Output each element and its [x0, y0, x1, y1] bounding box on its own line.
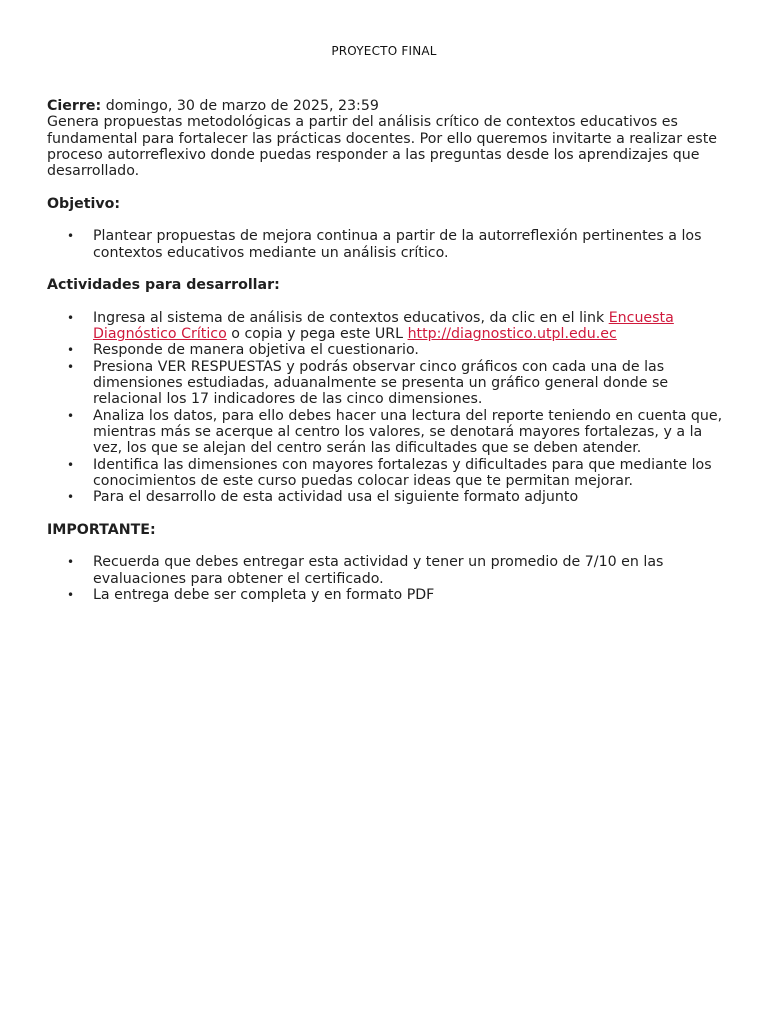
important-heading: IMPORTANTE: [47, 521, 156, 538]
list-item: • Presiona VER RESPUESTAS y podrás observar cinco gráficos con cada una de las dimensiones estudiadas, aduanalmente se presenta un gráfico general donde se relacional los 17 indicadores de las cinco dimensiones. [67, 358, 669, 408]
bullet-icon: • [67, 457, 75, 472]
diagnostic-url-link[interactable]: http://diagnostico.utpl.edu.ec [407, 326, 617, 343]
important-list [47, 554, 727, 603]
survey-link[interactable]: Encuesta Diagnóstico Crítico [93, 309, 674, 343]
objective-list [47, 228, 727, 261]
document-title: PROYECTO FINAL [331, 44, 437, 58]
list-item: • Ingresa al sistema de análisis de contextos educativos, da clic en el link Encuesta Diagnóstico Crítico o copia y pega este URL http://diagnostico.utpl.edu.ec [67, 309, 674, 343]
list-item: • Identifica las dimensiones con mayores fortalezas y dificultades para que mediante los conocimientos de este curso puedas colocar ideas que te permitan mejorar. [67, 456, 712, 489]
bullet-icon: • [67, 229, 75, 244]
bullet-icon: • [67, 359, 75, 374]
bullet-icon: • [67, 490, 75, 505]
intro-paragraph: Genera propuestas metodológicas a partir del análisis crítico de contextos educativos es fundamental para fortalecer las prácticas docentes. Por ello queremos invitarte a realizar este proceso autorreflexivo donde puedas responder a las preguntas desde los aprendizajes que desarrollado. [47, 114, 717, 180]
list-item: • Para el desarrollo de esta actividad usa el siguiente formato adjunto [67, 489, 579, 506]
objective-heading: Objetivo: [47, 195, 121, 212]
bullet-icon: • [67, 555, 75, 570]
list-item: • Recuerda que debes entregar esta actividad y tener un promedio de 7/10 en las evaluaciones para obtener el certificado. [67, 554, 664, 587]
list-item: • Responde de manera objetiva el cuestionario. [67, 342, 419, 359]
list-item: • Plantear propuestas de mejora continua a partir de la autorreflexión pertinentes a los contextos educativos mediante un análisis crítico. [67, 228, 702, 261]
bullet-icon: • [67, 343, 75, 358]
activities-list [47, 310, 727, 506]
list-item: • La entrega debe ser completa y en formato PDF [67, 586, 435, 603]
deadline-value: domingo, 30 de marzo de 2025, 23:59 [101, 98, 379, 114]
activities-heading: Actividades para desarrollar: [47, 277, 280, 294]
bullet-icon: • [67, 408, 75, 423]
list-item: • Analiza los datos, para ello debes hacer una lectura del reporte teniendo en cuenta que, mientras más se acerque al centro los valores, se denotará mayores fortalezas, y a la vez, los que se alejan del centro serán las dificultades que se deben atender. [67, 407, 723, 457]
deadline-line [47, 98, 727, 114]
deadline-label: Cierre: [47, 98, 102, 114]
bullet-icon: • [67, 310, 75, 325]
document-body [47, 98, 727, 603]
bullet-icon: • [67, 587, 75, 602]
